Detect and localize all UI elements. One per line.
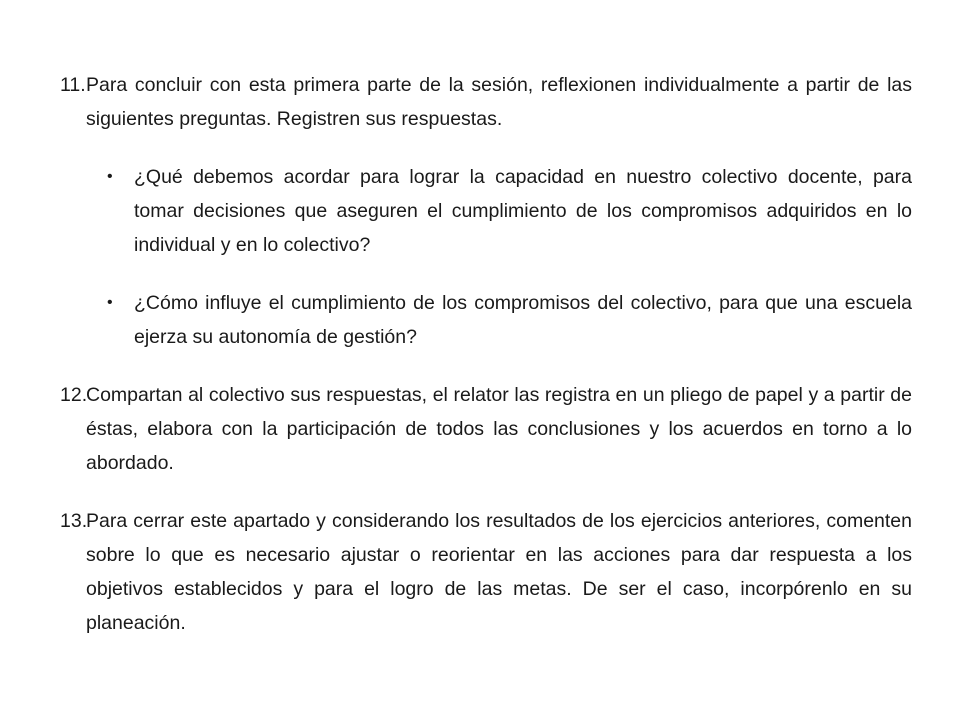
question-text: ¿Cómo influye el cumplimiento de los compromisos del colectivo, para que una escuela ejerza su autonomía de gestión? [134, 292, 912, 348]
instruction-item-13 [60, 504, 912, 640]
question-text: ¿Qué debemos acordar para lograr la capacidad en nuestro colectivo docente, para tomar decisiones que aseguren el cumplimiento de los compromisos adquiridos en lo individual y en lo colectivo? [134, 166, 912, 256]
question-list [60, 160, 912, 354]
item-number: 13. [60, 510, 88, 532]
bullet-icon: • [107, 294, 113, 311]
item-text: Para cerrar este apartado y considerando los resultados de los ejercicios anteriores, comenten sobre lo que es necesario ajustar o reorientar en las acciones para dar respuesta a los objetivos establecidos y para el logro de las metas. De ser el caso, incorpórenlo en su planeación. [86, 510, 912, 634]
slide-content [60, 68, 912, 664]
instruction-item-12 [60, 378, 912, 480]
item-number: 11. [60, 74, 86, 96]
item-text: Para concluir con esta primera parte de la sesión, reflexionen individualmente a partir de las siguientes preguntas. Registren sus respuestas. [86, 74, 912, 130]
item-text: Compartan al colectivo sus respuestas, el relator las registra en un pliego de papel y a partir de éstas, elabora con la participación de todos las conclusiones y los acuerdos en torno a lo abordado. [86, 384, 912, 474]
item-number: 12. [60, 384, 88, 406]
instruction-item-11 [60, 68, 912, 136]
question-item [60, 160, 912, 262]
bullet-icon: • [107, 168, 113, 185]
question-item [60, 286, 912, 354]
